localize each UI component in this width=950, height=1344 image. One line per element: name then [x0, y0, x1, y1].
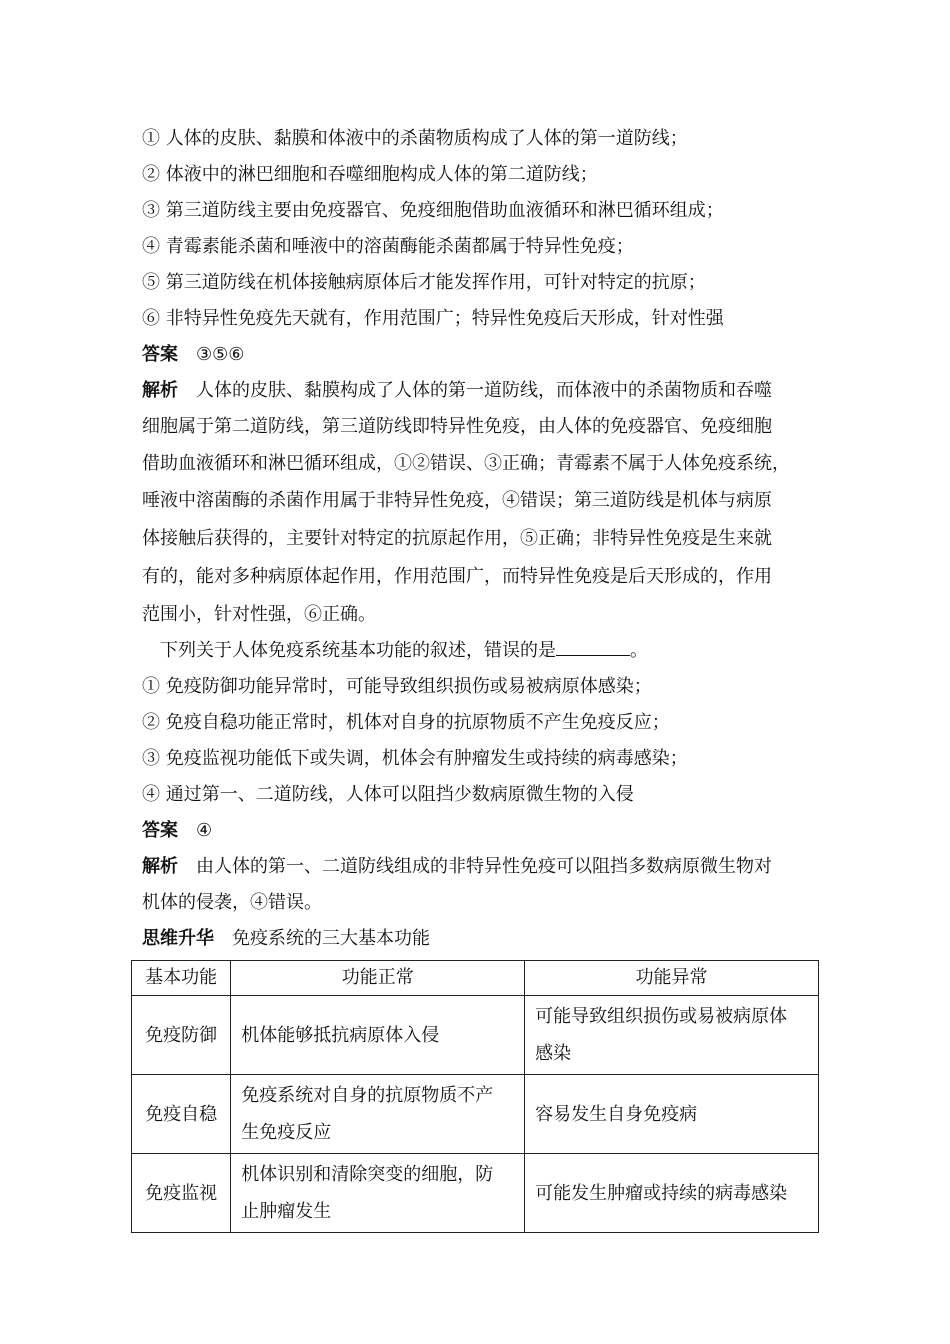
summary-label: 思维升华 [142, 928, 214, 949]
q2-item-1: ① 免疫防御功能异常时，可能导致组织损伤或易被病原体感染； [142, 676, 652, 697]
q1-analysis-line-1 [142, 372, 772, 409]
row-abnormal-cell [525, 1154, 819, 1233]
analysis-label: 解析 [142, 380, 178, 401]
header-cell-abnormal: 功能异常 [525, 961, 819, 996]
q1-answer-line [142, 336, 244, 373]
cell-text-line: 可能发生肿瘤或持续的病毒感染 [535, 1182, 788, 1204]
cell-text-line: 生免疫反应 [241, 1122, 332, 1143]
row-function-name: 免疫监视 [132, 1154, 231, 1233]
q1-item-3: ③ 第三道防线主要由免疫器官、免疫细胞借助血液循环和淋巴循环组成； [142, 200, 724, 221]
answer-label: 答案 [142, 344, 178, 365]
q1-analysis-line-4: 唾液中溶菌酶的杀菌作用属于非特异性免疫，④错误；第三道防线是机体与病原 [142, 490, 772, 511]
q1-analysis-line-2: 细胞属于第二道防线，第三道防线即特异性免疫，由人体的免疫器官、免疫细胞 [142, 416, 772, 437]
summary-title: 免疫系统的三大基本功能 [232, 928, 430, 949]
q2-answer-value: ④ [196, 820, 213, 841]
table-row [132, 1154, 819, 1233]
header-cell-normal: 功能正常 [231, 961, 525, 996]
q2-stem [160, 632, 648, 669]
answer-label: 答案 [142, 820, 178, 841]
q2-stem-text: 下列关于人体免疫系统基本功能的叙述，错误的是 [160, 640, 556, 661]
analysis-label: 解析 [142, 856, 178, 877]
table-row [132, 1075, 819, 1154]
table-header-row [132, 961, 819, 996]
q2-analysis-line-2: 机体的侵袭，④错误。 [142, 892, 322, 913]
cell-text-line: 机体能够抵抗病原体入侵 [241, 1024, 440, 1046]
cell-text-line: 容易发生自身免疫病 [535, 1103, 698, 1125]
q1-item-4: ④ 青霉素能杀菌和唾液中的溶菌酶能杀菌都属于特异性免疫； [142, 236, 634, 257]
q2-analysis-line-1 [142, 848, 772, 885]
q2-item-3: ③ 免疫监视功能低下或失调，机体会有肿瘤发生或持续的病毒感染； [142, 748, 688, 769]
cell-text-line: 可能导致组织损伤或易被病原体 [535, 1006, 788, 1027]
q2-stem-end: 。 [630, 640, 648, 661]
cell-text-line: 免疫系统对自身的抗原物质不产 [241, 1085, 494, 1106]
q2-item-4: ④ 通过第一、二道防线，人体可以阻挡少数病原微生物的入侵 [142, 784, 634, 805]
q1-analysis-line-6: 有的，能对多种病原体起作用，作用范围广，而特异性免疫是后天形成的，作用 [142, 566, 772, 587]
cell-text-line: 感染 [535, 1043, 572, 1064]
q1-analysis-line-3: 借助血液循环和淋巴循环组成，①②错误、③正确；青霉素不属于人体免疫系统， [142, 453, 790, 474]
q1-analysis-line-5: 体接触后获得的，主要针对特定的抗原起作用，⑤正确；非特异性免疫是生来就 [142, 528, 772, 549]
q2-answer-line [142, 812, 212, 849]
q1-answer-value: ③⑤⑥ [196, 344, 245, 365]
q1-analysis-line-7: 范围小，针对性强，⑥正确。 [142, 604, 376, 625]
row-abnormal-cell [525, 1075, 819, 1154]
header-cell-function: 基本功能 [132, 961, 231, 996]
row-normal-cell [231, 996, 525, 1075]
q2-item-2: ② 免疫自稳功能正常时，机体对自身的抗原物质不产生免疫反应； [142, 712, 670, 733]
q1-item-5: ⑤ 第三道防线在机体接触病原体后才能发挥作用，可针对特定的抗原； [142, 272, 706, 293]
summary-table [131, 960, 819, 1233]
row-function-name: 免疫防御 [132, 996, 231, 1075]
table-row [132, 996, 819, 1075]
q1-item-6: ⑥ 非特异性免疫先天就有，作用范围广；特异性免疫后天形成，针对性强 [142, 308, 724, 329]
row-normal-cell [231, 1154, 525, 1233]
q1-item-1: ① 人体的皮肤、黏膜和体液中的杀菌物质构成了人体的第一道防线； [142, 128, 688, 149]
q1-analysis-text-1: 人体的皮肤、黏膜构成了人体的第一道防线，而体液中的杀菌物质和吞噬 [196, 380, 772, 401]
summary-heading [142, 920, 430, 957]
cell-text-line: 止肿瘤发生 [241, 1201, 332, 1222]
q1-item-2: ② 体液中的淋巴细胞和吞噬细胞构成人体的第二道防线； [142, 164, 598, 185]
row-abnormal-cell [525, 996, 819, 1075]
row-function-name: 免疫自稳 [132, 1075, 231, 1154]
cell-text-line: 机体识别和清除突变的细胞，防 [241, 1164, 494, 1185]
answer-blank [556, 633, 630, 656]
row-normal-cell [231, 1075, 525, 1154]
q2-analysis-text-1: 由人体的第一、二道防线组成的非特异性免疫可以阻挡多数病原微生物对 [196, 856, 772, 877]
